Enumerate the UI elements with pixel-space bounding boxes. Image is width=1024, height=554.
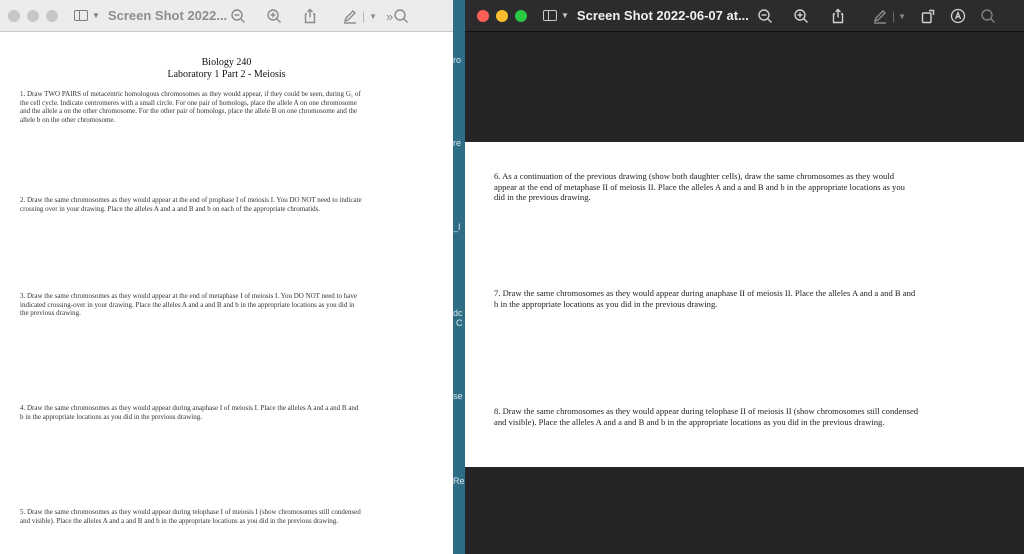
toolbar <box>755 0 998 32</box>
zoom-out-icon[interactable] <box>228 6 248 26</box>
text-line: 1. Draw TWO PAIRS of metacentric homologous chromosomes as they would appear, if they could be seen, during G₁ of <box>20 90 361 98</box>
background-fragment: se <box>453 391 463 401</box>
text-line: b in the appropriate locations as you did in the previous drawing. <box>20 412 202 421</box>
lab-title: Laboratory 1 Part 2 - Meiosis <box>167 69 286 80</box>
overflow-chevron-icon[interactable]: » <box>386 8 394 24</box>
background-fragment: Re <box>453 476 465 486</box>
text-line: and visible). Place the alleles A and a and B and b in the appropriate locations as you did in the previous drawing. <box>494 416 885 427</box>
text-line: the cell cycle. Indicate centromeres with a small circle. For one pair of homologs, place the allele A on one chromosome <box>20 98 357 107</box>
annotate-icon[interactable] <box>948 6 968 26</box>
text-line: 7. Draw the same chromosomes as they would appear during anaphase II of meiosis II. Place the alleles A and a and B and <box>494 288 916 298</box>
chevron-down-icon[interactable]: ▼ <box>369 11 378 21</box>
text-line: b in the appropriate locations as you did in the previous drawing. <box>494 298 718 309</box>
search-icon[interactable] <box>393 6 409 26</box>
text-line: and the allele a on the other chromosome. For the other pair of homologs, place the allele B on one chromosome and the <box>20 107 358 116</box>
markup-icon[interactable] <box>870 6 890 26</box>
minimize-button[interactable] <box>27 10 39 22</box>
share-icon[interactable] <box>300 6 320 26</box>
text-line: 4. Draw the same chromosomes as they would appear during anaphase I of meiosis I. Place the alleles A and a and B and <box>20 404 359 412</box>
toolbar-divider: | <box>892 9 896 23</box>
titlebar <box>465 0 1024 32</box>
text-line: indicated crossing-over in your drawing. Place the alleles A and a and B and b in the appropriate locations as you did in <box>20 300 355 309</box>
search-icon[interactable] <box>978 6 998 26</box>
zoom-in-icon[interactable] <box>264 6 284 26</box>
zoom-out-icon[interactable] <box>755 6 775 26</box>
zoom-button[interactable] <box>46 10 58 22</box>
window-controls <box>477 10 527 22</box>
zoom-button[interactable] <box>515 10 527 22</box>
minimize-button[interactable] <box>496 10 508 22</box>
chevron-down-icon[interactable]: ▼ <box>92 11 100 20</box>
preview-window-right <box>465 0 1024 554</box>
document-page <box>465 142 1024 467</box>
sidebar-icon[interactable] <box>74 10 88 21</box>
text-line: crossing over in your drawing. Place the alleles A and a and B and b on each of the appropriate chromatids. <box>20 204 321 213</box>
background-window-strip <box>453 0 465 554</box>
text-line: 3. Draw the same chromosomes as they would appear at the end of metaphase I of meiosis I. You DO NOT need to have <box>20 292 357 300</box>
toolbar <box>228 0 409 32</box>
background-fragment: ro <box>453 55 462 65</box>
share-icon[interactable] <box>828 6 848 26</box>
chevron-down-icon[interactable]: ▼ <box>561 11 569 20</box>
text-line: 6. As a continuation of the previous drawing (show both daughter cells), draw the same chromosomes as they would <box>494 171 894 181</box>
close-button[interactable] <box>477 10 489 22</box>
text-line: did in the previous drawing. <box>494 192 591 203</box>
markup-icon[interactable] <box>340 6 360 26</box>
text-line: and visible). Place the alleles A and a and B and b in the appropriate locations as you did in the previous drawing. <box>20 516 339 525</box>
course-title: Biology 240 <box>201 57 252 68</box>
text-line: 5. Draw the same chromosomes as they would appear during telophase I of meiosis I (show chromosomes still condensed <box>20 508 361 516</box>
text-line: appear at the end of metaphase II of meiosis II. Place the alleles A and a and B and b in the appropriate locations as you <box>494 181 905 192</box>
document-page <box>0 33 453 554</box>
window-title: Screen Shot 2022-06-07 at... <box>576 8 749 23</box>
text-line: the previous drawing. <box>20 309 81 318</box>
chevron-down-icon[interactable]: ▼ <box>898 11 907 21</box>
background-fragment: re <box>453 138 462 148</box>
toolbar-divider: | <box>362 9 366 23</box>
canvas-background <box>465 33 1024 142</box>
zoom-in-icon[interactable] <box>791 6 811 26</box>
rotate-icon[interactable] <box>918 6 938 26</box>
canvas-background <box>465 467 1024 554</box>
close-button[interactable] <box>8 10 20 22</box>
sidebar-icon[interactable] <box>543 10 557 21</box>
background-fragment: C <box>456 318 463 328</box>
background-fragment: _I <box>453 222 461 232</box>
window-title: Screen Shot 2022... <box>107 8 228 23</box>
preview-window-left <box>0 0 453 554</box>
window-controls <box>8 10 58 22</box>
text-line: 2. Draw the same chromosomes as they would appear at the end of prophase I of meiosis I. You DO NOT need to indicate <box>20 196 362 204</box>
background-fragment: dc <box>453 308 463 318</box>
titlebar <box>0 0 453 32</box>
text-line: allele b on the other chromosome. <box>20 115 116 124</box>
text-line: 8. Draw the same chromosomes as they would appear during telophase II of meiosis II (show chromosomes still condensed <box>494 406 919 416</box>
